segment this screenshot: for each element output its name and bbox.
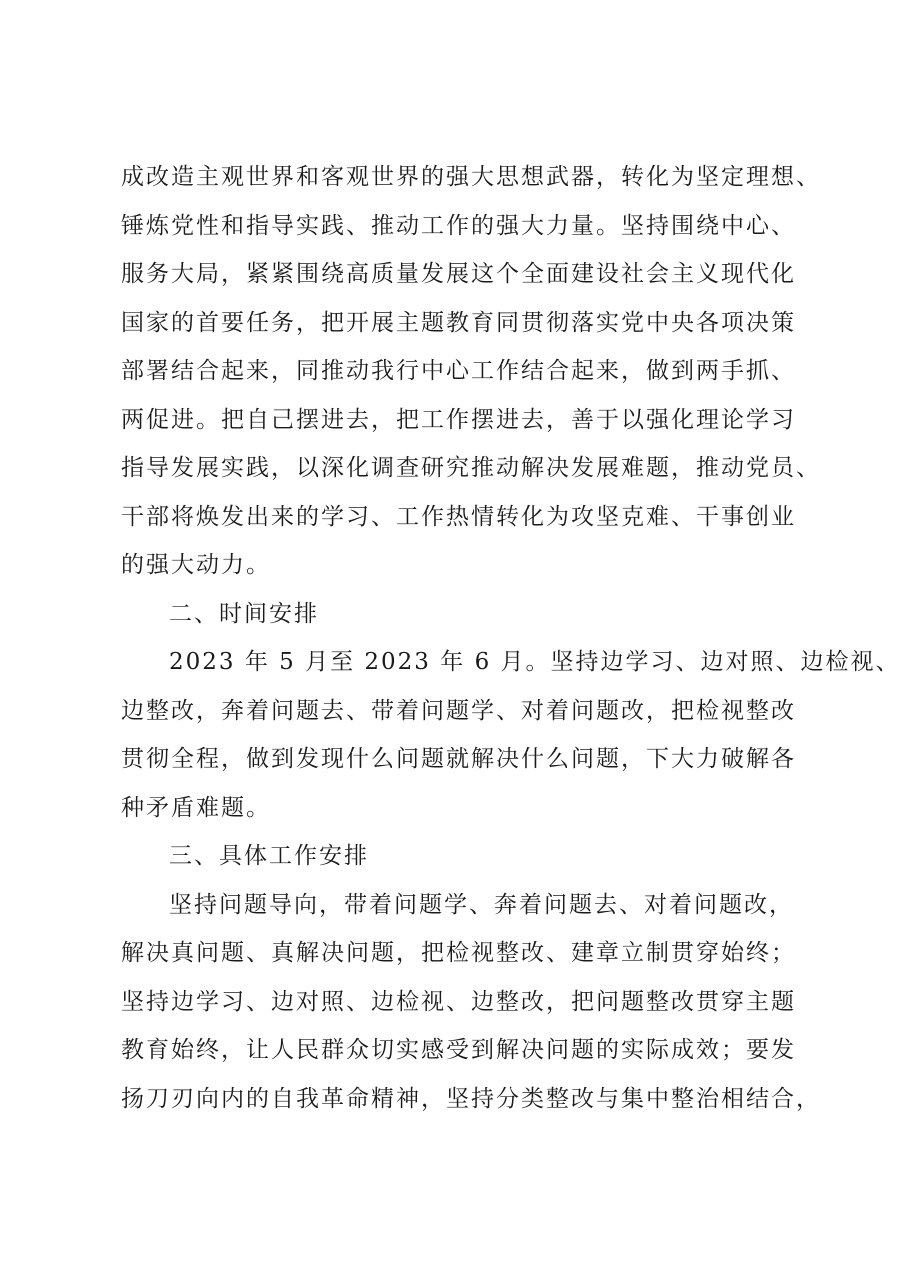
text-line: 扬刀刃向内的自我革命精神，坚持分类整改与集中整治相结合， (121, 1085, 821, 1112)
text-line: 服务大局，紧紧围绕高质量发展这个全面建设社会主义现代化 (121, 261, 796, 287)
text-line: 干部将焕发出来的学习、工作热情转化为攻坚克难、干事创业 (121, 503, 796, 530)
text-line: 指导发展实践，以深化调查研究推动解决发展难题，推动党员、 (121, 455, 821, 481)
section-heading-work: 三、具体工作安排 (169, 843, 369, 869)
text-line: 坚持问题导向，带着问题学、奔着问题去、对着问题改， (169, 891, 794, 918)
text-line: 成改造主观世界和客观世界的强大思想武器，转化为坚定理想、 (121, 164, 821, 190)
text-line: 2023 年 5 月至 2023 年 6 月。坚持边学习、边对照、边检视、 (169, 649, 901, 675)
text-line: 坚持边学习、边对照、边检视、边整改，把问题整改贯穿主题 (121, 988, 796, 1015)
text-line: 的强大动力。 (121, 552, 271, 578)
text-line: 解决真问题、真解决问题，把检视整改、建章立制贯穿始终； (121, 940, 796, 966)
text-line: 教育始终，让人民群众切实感受到解决问题的实际成效；要发 (121, 1037, 796, 1063)
document-body (121, 153, 901, 1123)
text-line: 两促进。把自己摆进去，把工作摆进去，善于以强化理论学习 (121, 406, 796, 433)
section-heading-time: 二、时间安排 (169, 600, 319, 627)
text-line: 部署结合起来，同推动我行中心工作结合起来，做到两手抓、 (121, 358, 796, 384)
text-line: 种矛盾难题。 (121, 794, 271, 821)
text-line: 边整改，奔着问题去、带着问题学、对着问题改，把检视整改 (121, 697, 796, 724)
text-line: 贯彻全程，做到发现什么问题就解决什么问题，下大力破解各 (121, 746, 796, 772)
text-line: 锤炼党性和指导实践、推动工作的强大力量。坚持围绕中心、 (121, 212, 796, 239)
text-line: 国家的首要任务，把开展主题教育同贯彻落实党中央各项决策 (121, 309, 796, 336)
